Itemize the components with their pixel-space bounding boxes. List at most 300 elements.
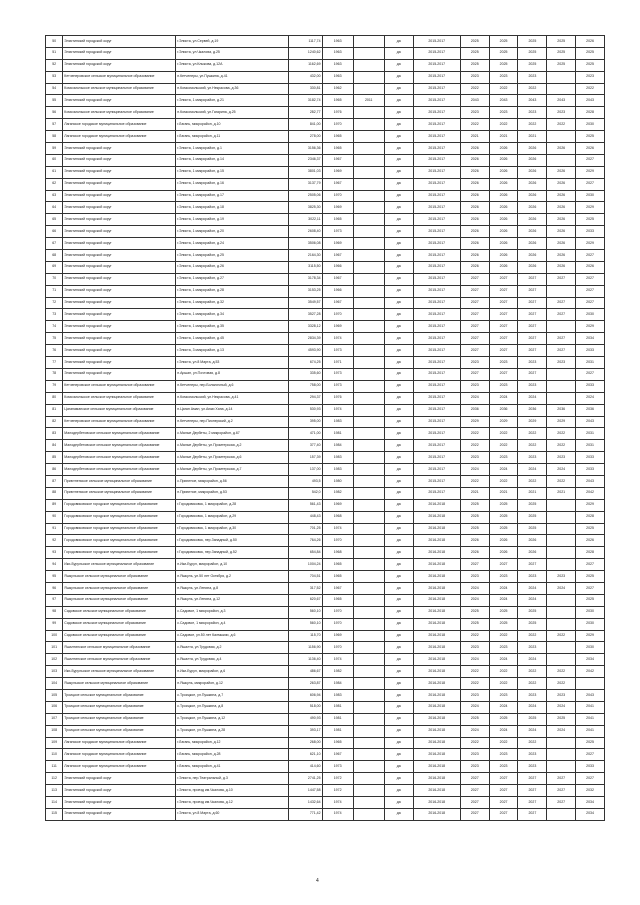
- cell-build-year: 1965: [322, 143, 353, 155]
- cell-year-1: 2027: [460, 785, 489, 797]
- table-body: [46, 36, 605, 821]
- cell-address: с.Яшалта, ул.Трудовая, д.2: [176, 642, 289, 654]
- cell-year-1: 2029: [460, 416, 489, 428]
- cell-year-2: 2036: [489, 404, 518, 416]
- cell-address: г.Элиста, 1 микрорайон, д.1: [176, 143, 289, 155]
- cell-year-3: 2025: [518, 713, 547, 725]
- cell-municipality: Комсомольское сельское муниципальное образование: [63, 392, 176, 404]
- cell-address: г.Элиста, проезд им.Чкалова, д.10: [176, 785, 289, 797]
- cell-period: 2016-2018: [413, 689, 460, 701]
- cell-build-year: 1965: [322, 131, 353, 143]
- cell-year-1: 2025: [460, 499, 489, 511]
- table-row: [46, 594, 605, 606]
- table-row: [46, 475, 605, 487]
- table-row: [46, 547, 605, 559]
- cell-municipality: Малодербетовское сельское муниципальное образование: [63, 428, 176, 440]
- cell-year-1: 2023: [460, 71, 489, 83]
- cell-period: 2015-2017: [413, 154, 460, 166]
- cell-area: 115,70: [289, 630, 322, 642]
- cell-year-1: 2025: [460, 47, 489, 59]
- cell-municipality: Элистинский городской округ: [63, 178, 176, 190]
- cell-year-4: 2026: [547, 261, 576, 273]
- cell-repair-year: [353, 261, 384, 273]
- cell-repair-year: [353, 511, 384, 523]
- cell-year-3: 2027: [518, 345, 547, 357]
- cell-address: п.Яшкуль, микрорайон, д.12: [176, 678, 289, 690]
- cell-area: 1136,40: [289, 654, 322, 666]
- cell-build-year: 1974: [322, 333, 353, 345]
- cell-year-4: 2022: [547, 440, 576, 452]
- cell-year-1: 2025: [460, 523, 489, 535]
- table-row: [46, 261, 605, 273]
- table-row: [46, 713, 605, 725]
- cell-row-number: 112: [46, 773, 63, 785]
- cell-municipality: Элистинский городской округ: [63, 261, 176, 273]
- cell-year-3: 2024: [518, 594, 547, 606]
- cell-flag: да: [384, 333, 413, 345]
- cell-period: 2015-2017: [413, 475, 460, 487]
- cell-repair-year: [353, 582, 384, 594]
- cell-municipality: Яшкульское сельское муниципальное образование: [63, 594, 176, 606]
- cell-year-1: 2027: [460, 345, 489, 357]
- cell-year-3: 2023: [518, 357, 547, 369]
- cell-repair-year: [353, 689, 384, 701]
- cell-flag: да: [384, 773, 413, 785]
- cell-year-1: 2025: [460, 59, 489, 71]
- cell-address: с.Троицкое, ул.Пушкина, д.7: [176, 689, 289, 701]
- cell-year-1: 2025: [460, 36, 489, 48]
- cell-repair-year: [353, 47, 384, 59]
- cell-period: 2016-2018: [413, 749, 460, 761]
- cell-year-5: 2043: [576, 416, 605, 428]
- cell-year-4: [547, 737, 576, 749]
- cell-year-5: 2026: [576, 143, 605, 155]
- cell-row-number: 94: [46, 559, 63, 571]
- cell-year-2: 2022: [489, 678, 518, 690]
- cell-build-year: 1984: [322, 678, 353, 690]
- cell-year-3: 2036: [518, 404, 547, 416]
- cell-period: 2015-2017: [413, 309, 460, 321]
- cell-year-2: 2022: [489, 737, 518, 749]
- cell-year-1: 2023: [460, 380, 489, 392]
- cell-period: 2015-2017: [413, 83, 460, 95]
- cell-flag: да: [384, 749, 413, 761]
- cell-year-2: 2025: [489, 499, 518, 511]
- cell-flag: да: [384, 321, 413, 333]
- cell-year-3: 2023: [518, 761, 547, 773]
- table-row: [46, 487, 605, 499]
- cell-year-4: 2027: [547, 785, 576, 797]
- cell-year-1: 2024: [460, 654, 489, 666]
- cell-flag: да: [384, 190, 413, 202]
- cell-year-3: 2027: [518, 297, 547, 309]
- cell-row-number: 79: [46, 380, 63, 392]
- cell-year-1: 2023: [460, 749, 489, 761]
- cell-row-number: 88: [46, 487, 63, 499]
- table-row: [46, 190, 605, 202]
- cell-row-number: 62: [46, 178, 63, 190]
- cell-year-3: 2025: [518, 511, 547, 523]
- cell-build-year: 1969: [322, 202, 353, 214]
- cell-year-2: 2026: [489, 261, 518, 273]
- cell-period: 2015-2017: [413, 357, 460, 369]
- cell-row-number: 91: [46, 523, 63, 535]
- cell-year-3: 2023: [518, 452, 547, 464]
- cell-area: 4593,90: [289, 345, 322, 357]
- cell-year-1: 2022: [460, 119, 489, 131]
- cell-year-5: 2033: [576, 345, 605, 357]
- cell-repair-year: [353, 190, 384, 202]
- cell-repair-year: [353, 404, 384, 416]
- cell-year-1: 2023: [460, 761, 489, 773]
- cell-area: 3178,34: [289, 273, 322, 285]
- cell-area: 2164,30: [289, 250, 322, 262]
- cell-year-2: 2043: [489, 95, 518, 107]
- table-row: [46, 226, 605, 238]
- cell-area: 317,52: [289, 582, 322, 594]
- cell-area: 395,00: [289, 416, 322, 428]
- cell-period: 2016-2018: [413, 559, 460, 571]
- cell-year-5: 2029: [576, 499, 605, 511]
- cell-municipality: Элистинский городской округ: [63, 357, 176, 369]
- cell-year-5: 2033: [576, 464, 605, 476]
- cell-year-1: 2026: [460, 154, 489, 166]
- cell-flag: да: [384, 440, 413, 452]
- cell-area: 3549,57: [289, 297, 322, 309]
- cell-municipality: Элистинский городской округ: [63, 333, 176, 345]
- cell-flag: да: [384, 309, 413, 321]
- cell-row-number: 102: [46, 654, 63, 666]
- cell-year-2: 2023: [489, 380, 518, 392]
- cell-repair-year: [353, 59, 384, 71]
- cell-flag: да: [384, 285, 413, 297]
- cell-year-2: 2026: [489, 166, 518, 178]
- table-row: [46, 535, 605, 547]
- cell-year-3: 2026: [518, 178, 547, 190]
- cell-year-4: 2021: [547, 487, 576, 499]
- cell-municipality: Троицкое сельское муниципальное образование: [63, 725, 176, 737]
- cell-year-3: 2022: [518, 678, 547, 690]
- cell-flag: да: [384, 404, 413, 416]
- cell-period: 2015-2017: [413, 321, 460, 333]
- table-row: [46, 178, 605, 190]
- cell-year-4: [547, 321, 576, 333]
- cell-flag: да: [384, 642, 413, 654]
- cell-year-2: 2024: [489, 654, 518, 666]
- cell-address: г.Элиста, 1 микрорайон, д.21: [176, 95, 289, 107]
- cell-year-2: 2027: [489, 808, 518, 820]
- cell-flag: да: [384, 214, 413, 226]
- cell-row-number: 66: [46, 226, 63, 238]
- cell-year-1: 2021: [460, 487, 489, 499]
- cell-row-number: 90: [46, 511, 63, 523]
- cell-municipality: Элистинский городской округ: [63, 166, 176, 178]
- cell-municipality: Приютненское сельское муниципальное образование: [63, 487, 176, 499]
- cell-repair-year: [353, 154, 384, 166]
- cell-year-1: 2026: [460, 261, 489, 273]
- cell-year-3: 2027: [518, 321, 547, 333]
- register-sheet: [45, 35, 605, 821]
- cell-year-4: 2024: [547, 701, 576, 713]
- cell-repair-year: [353, 559, 384, 571]
- cell-row-number: 51: [46, 47, 63, 59]
- cell-year-4: [547, 606, 576, 618]
- cell-flag: да: [384, 701, 413, 713]
- cell-build-year: 1967: [322, 178, 353, 190]
- cell-municipality: Элистинский городской округ: [63, 95, 176, 107]
- cell-area: 3137,79: [289, 178, 322, 190]
- cell-row-number: 75: [46, 333, 63, 345]
- cell-repair-year: [353, 166, 384, 178]
- cell-flag: да: [384, 107, 413, 119]
- cell-municipality: Элистинский городской округ: [63, 285, 176, 297]
- cell-year-2: 2023: [489, 571, 518, 583]
- cell-municipality: Элистинский городской округ: [63, 368, 176, 380]
- cell-year-5: 2028: [576, 511, 605, 523]
- cell-build-year: 1968: [322, 547, 353, 559]
- cell-build-year: 1981: [322, 701, 353, 713]
- cell-year-4: [547, 131, 576, 143]
- cell-year-4: 2026: [547, 202, 576, 214]
- cell-year-3: 2027: [518, 808, 547, 820]
- cell-row-number: 107: [46, 713, 63, 725]
- cell-row-number: 58: [46, 131, 63, 143]
- cell-address: г.Элиста, 1 микрорайон, д.24: [176, 238, 289, 250]
- cell-repair-year: [353, 309, 384, 321]
- cell-year-2: 2025: [489, 59, 518, 71]
- cell-area: 1447,58: [289, 785, 322, 797]
- cell-row-number: 57: [46, 119, 63, 131]
- cell-address: с.Малые Дербеты, 2 микрорайон, д.67: [176, 428, 289, 440]
- table-row: [46, 119, 605, 131]
- cell-municipality: Яшкульское сельское муниципальное образование: [63, 582, 176, 594]
- cell-repair-year: [353, 594, 384, 606]
- cell-repair-year: [353, 238, 384, 250]
- cell-period: 2015-2017: [413, 440, 460, 452]
- cell-year-3: 2043: [518, 95, 547, 107]
- cell-period: 2016-2018: [413, 642, 460, 654]
- cell-flag: да: [384, 47, 413, 59]
- cell-address: п.Ики-Бурул, микрорайон, д.6: [176, 666, 289, 678]
- cell-address: с.Малые Дербеты, ул.Промтерская, д.6: [176, 452, 289, 464]
- cell-period: 2016-2018: [413, 785, 460, 797]
- cell-year-2: 2027: [489, 309, 518, 321]
- cell-year-3: 2022: [518, 737, 547, 749]
- cell-municipality: Цаганаманское сельское муниципальное образование: [63, 404, 176, 416]
- cell-period: 2015-2017: [413, 119, 460, 131]
- cell-year-5: 2027: [576, 297, 605, 309]
- cell-flag: да: [384, 499, 413, 511]
- cell-year-3: 2027: [518, 333, 547, 345]
- cell-build-year: 1963: [322, 71, 353, 83]
- cell-area: 335,60: [289, 368, 322, 380]
- cell-year-4: 2022: [547, 119, 576, 131]
- cell-address: г.Лагань, микрорайон, д.28: [176, 749, 289, 761]
- cell-municipality: Троицкое сельское муниципальное образование: [63, 701, 176, 713]
- cell-period: 2016-2018: [413, 618, 460, 630]
- cell-repair-year: [353, 618, 384, 630]
- cell-area: 764,26: [289, 535, 322, 547]
- cell-build-year: 1967: [322, 154, 353, 166]
- cell-area: 3022,11: [289, 214, 322, 226]
- cell-repair-year: [353, 701, 384, 713]
- cell-year-1: 2023: [460, 689, 489, 701]
- cell-address: г.Элиста, ул.8 Марта, д.60: [176, 808, 289, 820]
- cell-year-3: 2024: [518, 582, 547, 594]
- cell-period: 2015-2017: [413, 368, 460, 380]
- cell-build-year: 1967: [322, 273, 353, 285]
- cell-build-year: 1970: [322, 309, 353, 321]
- cell-year-2: 2022: [489, 630, 518, 642]
- cell-year-3: 2025: [518, 36, 547, 48]
- cell-period: 2016-2018: [413, 594, 460, 606]
- cell-build-year: 1970: [322, 618, 353, 630]
- cell-repair-year: [353, 250, 384, 262]
- cell-repair-year: [353, 487, 384, 499]
- cell-year-3: 2026: [518, 166, 547, 178]
- cell-period: 2015-2017: [413, 36, 460, 48]
- table-row: [46, 440, 605, 452]
- cell-period: 2015-2017: [413, 297, 460, 309]
- cell-year-4: [547, 749, 576, 761]
- cell-flag: да: [384, 523, 413, 535]
- cell-year-2: 2024: [489, 594, 518, 606]
- cell-year-5: 2027: [576, 773, 605, 785]
- cell-repair-year: [353, 475, 384, 487]
- cell-flag: да: [384, 571, 413, 583]
- cell-row-number: 70: [46, 273, 63, 285]
- cell-flag: да: [384, 416, 413, 428]
- table-row: [46, 797, 605, 809]
- cell-municipality: Элистинский городской округ: [63, 36, 176, 48]
- cell-year-5: 2024: [576, 392, 605, 404]
- cell-year-4: [547, 654, 576, 666]
- cell-repair-year: [353, 725, 384, 737]
- cell-build-year: 1963: [322, 36, 353, 48]
- cell-area: 330,81: [289, 83, 322, 95]
- cell-address: г.Элиста, 1 микрорайон, д.17: [176, 190, 289, 202]
- cell-area: 560,10: [289, 606, 322, 618]
- cell-flag: да: [384, 392, 413, 404]
- cell-flag: да: [384, 178, 413, 190]
- cell-year-5: 2028: [576, 107, 605, 119]
- cell-year-3: 2025: [518, 606, 547, 618]
- cell-municipality: Городовиковское городское муниципальное образование: [63, 511, 176, 523]
- cell-area: 282,77: [289, 107, 322, 119]
- cell-year-2: 2025: [489, 47, 518, 59]
- cell-build-year: 1972: [322, 785, 353, 797]
- table-row: [46, 559, 605, 571]
- cell-municipality: Элистинский городской округ: [63, 214, 176, 226]
- cell-row-number: 59: [46, 143, 63, 155]
- table-row: [46, 749, 605, 761]
- cell-year-4: 2043: [547, 95, 576, 107]
- cell-municipality: Элистинский городской округ: [63, 345, 176, 357]
- cell-flag: да: [384, 808, 413, 820]
- cell-flag: да: [384, 797, 413, 809]
- cell-row-number: 101: [46, 642, 63, 654]
- cell-area: 432,00: [289, 71, 322, 83]
- cell-flag: да: [384, 678, 413, 690]
- cell-year-5: 2043: [576, 689, 605, 701]
- cell-area: 137,00: [289, 464, 322, 476]
- table-row: [46, 285, 605, 297]
- cell-period: 2015-2017: [413, 452, 460, 464]
- cell-year-5: 2043: [576, 95, 605, 107]
- cell-repair-year: 2011: [353, 95, 384, 107]
- cell-year-3: 2027: [518, 285, 547, 297]
- cell-period: 2015-2017: [413, 59, 460, 71]
- cell-year-1: 2023: [460, 571, 489, 583]
- cell-flag: да: [384, 261, 413, 273]
- cell-period: 2015-2017: [413, 273, 460, 285]
- cell-address: с.Садовое, 1 микрорайон, д.4: [176, 618, 289, 630]
- cell-area: 1156,90: [289, 642, 322, 654]
- cell-repair-year: [353, 773, 384, 785]
- cell-flag: да: [384, 547, 413, 559]
- cell-address: г.Городовиковск, 1 микрорайон, д.30: [176, 523, 289, 535]
- cell-year-1: 2022: [460, 737, 489, 749]
- cell-year-4: 2023: [547, 357, 576, 369]
- cell-build-year: 1982: [322, 487, 353, 499]
- cell-year-3: 2027: [518, 273, 547, 285]
- cell-flag: да: [384, 428, 413, 440]
- cell-area: 758,00: [289, 380, 322, 392]
- cell-repair-year: [353, 214, 384, 226]
- cell-year-3: 2023: [518, 571, 547, 583]
- cell-address: г.Элиста, 1 микрорайон, д.15: [176, 166, 289, 178]
- cell-build-year: 1973: [322, 380, 353, 392]
- cell-address: с.Малые Дербеты, ул.Промтерская, д.7: [176, 464, 289, 476]
- cell-repair-year: [353, 523, 384, 535]
- cell-municipality: Кетченеровское сельское муниципальное образование: [63, 71, 176, 83]
- cell-year-2: 2027: [489, 559, 518, 571]
- cell-year-2: 2023: [489, 749, 518, 761]
- cell-year-4: 2026: [547, 143, 576, 155]
- cell-period: 2015-2017: [413, 464, 460, 476]
- cell-year-5: 2043: [576, 475, 605, 487]
- cell-year-1: 2026: [460, 190, 489, 202]
- cell-area: 542,0: [289, 487, 322, 499]
- cell-repair-year: [353, 178, 384, 190]
- cell-year-2: 2026: [489, 547, 518, 559]
- cell-period: 2015-2017: [413, 214, 460, 226]
- cell-build-year: 1965: [322, 571, 353, 583]
- cell-build-year: 1983: [322, 464, 353, 476]
- cell-area: 3527,28: [289, 309, 322, 321]
- cell-row-number: 74: [46, 321, 63, 333]
- cell-year-4: 2027: [547, 333, 576, 345]
- cell-build-year: 1967: [322, 297, 353, 309]
- table-row: [46, 95, 605, 107]
- table-row: [46, 761, 605, 773]
- cell-year-4: 2023: [547, 107, 576, 119]
- cell-year-5: 2042: [576, 487, 605, 499]
- cell-period: 2015-2017: [413, 416, 460, 428]
- cell-municipality: Кетченеровское сельское муниципальное образование: [63, 380, 176, 392]
- cell-period: 2015-2017: [413, 487, 460, 499]
- cell-period: 2015-2017: [413, 47, 460, 59]
- table-row: [46, 273, 605, 285]
- cell-year-5: [576, 678, 605, 690]
- cell-build-year: 1963: [322, 47, 353, 59]
- cell-year-3: 2027: [518, 785, 547, 797]
- cell-address: г.Городовиковск, пер.Западный, д.52: [176, 547, 289, 559]
- cell-address: п.Аршан, ул.Почтовая, д.8: [176, 368, 289, 380]
- cell-build-year: 1969: [322, 630, 353, 642]
- cell-area: 414,60: [289, 761, 322, 773]
- cell-build-year: 1974: [322, 523, 353, 535]
